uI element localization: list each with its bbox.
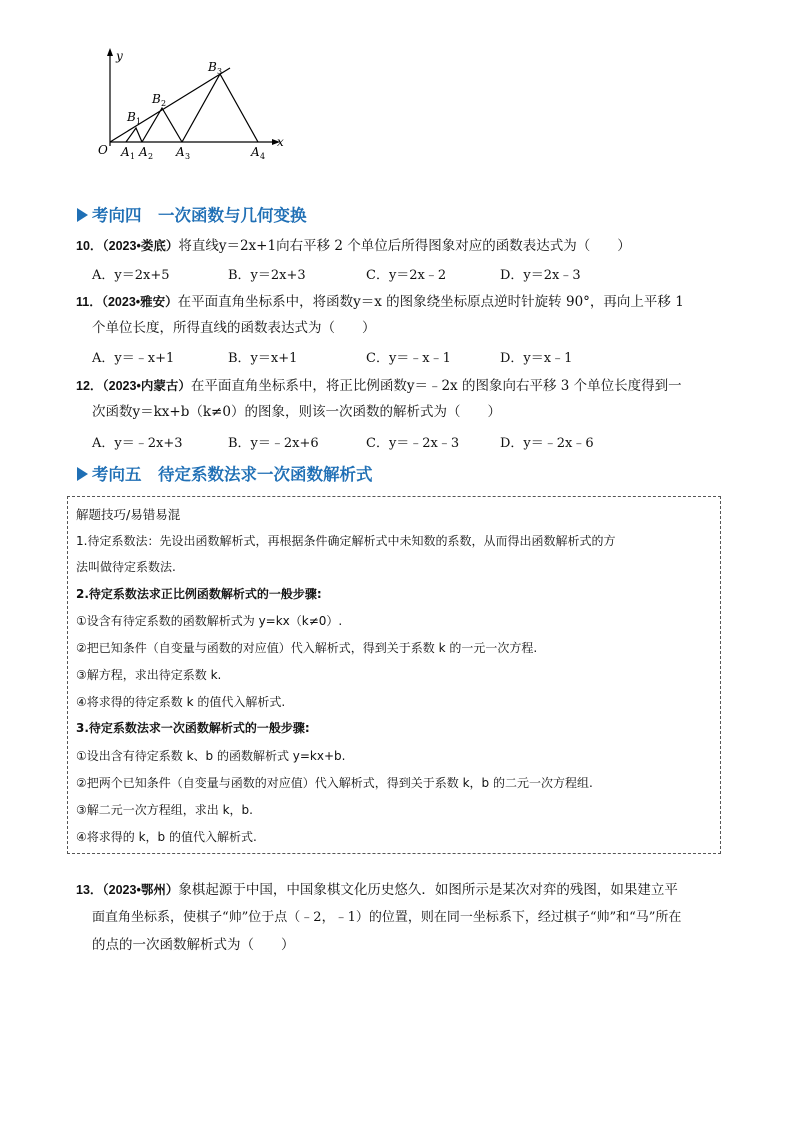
q11-line-2: 个单位长度，所得直线的函数表达式为（ ） xyxy=(92,320,376,336)
q12-option-a: A．y＝﹣2x+3 xyxy=(92,436,183,451)
oblique-line xyxy=(110,68,230,142)
q11-number: 11． xyxy=(76,295,102,309)
q13-line-2: 面直角坐标系，使棋子“帅”位于点（﹣2，﹣1）的位置，则在同一坐标系下，经过棋子“帅”和“马”所在 xyxy=(92,910,682,925)
q13-tag: （2023•鄂州） xyxy=(102,883,179,897)
q12-option-c: C．y＝﹣2x﹣3 xyxy=(366,436,460,451)
triangle-3 xyxy=(182,74,258,142)
q11-option-a: A．y＝﹣x+1 xyxy=(92,351,175,366)
geometry-figure xyxy=(90,46,300,166)
tips-p2-heading: 2.待定系数法求正比例函数解析式的一般步骤: xyxy=(76,587,322,601)
origin-label: O xyxy=(98,143,108,157)
section-4-title: 考向四 一次函数与几何变换 xyxy=(92,206,307,225)
tips-linear-step-2: ②把两个已知条件（自变量与函数的对应值）代入解析式，得到关于系数 k，b 的二元一次方程组. xyxy=(76,776,593,790)
q10-option-d: D．y＝2x﹣3 xyxy=(500,268,581,283)
tips-step-3: ③解方程，求出待定系数 k. xyxy=(76,668,222,682)
section-5-heading xyxy=(77,461,373,485)
label-b1: B xyxy=(127,110,136,124)
q11-line-1: 在平面直角坐标系中，将函数y＝x 的图象绕坐标原点逆时针旋转 90°，再向上平移 1 xyxy=(177,294,684,310)
q13-line-1: 象棋起源于中国，中国象棋文化历史悠久．如图所示是某次对弈的残图，如果建立平 xyxy=(178,882,678,898)
tips-linear-step-1: ①设出含有待定系数 k、b 的函数解析式 y=kx+b. xyxy=(76,749,346,763)
q10-option-b: B．y＝2x+3 xyxy=(228,268,306,283)
label-a1: A xyxy=(121,145,130,159)
tips-step-2: ②把已知条件（自变量与函数的对应值）代入解析式，得到关于系数 k 的一元一次方程. xyxy=(76,641,538,655)
q11-option-b: B．y＝x+1 xyxy=(228,351,298,366)
tips-p1-line1: 1.待定系数法：先设出函数解析式，再根据条件确定解析式中未知数的系数，从而得出函数解析式的方 xyxy=(76,534,616,548)
question-13 xyxy=(76,880,678,900)
q12-line-2: 次函数y＝kx+b（k≠0）的图象，则该一次函数的解析式为（ ） xyxy=(92,404,501,420)
q10-option-c: C．y＝2x﹣2 xyxy=(366,268,447,283)
section-4-heading xyxy=(77,202,307,226)
label-b2: B xyxy=(152,92,161,106)
triangle-marker-icon xyxy=(77,208,88,222)
label-b3: B xyxy=(208,60,217,74)
label-a4-sub: 4 xyxy=(260,152,266,161)
label-b2-sub: 2 xyxy=(161,99,167,108)
q12-option-b: B．y＝﹣2x+6 xyxy=(228,436,319,451)
q12-line-1: 在平面直角坐标系中，将正比例函数y＝﹣2x 的图象向右平移 3 个单位长度得到一 xyxy=(190,378,682,394)
q10-text: 将直线y＝2x+1向右平移 2 个单位后所得图象对应的函数表达式为（ ） xyxy=(178,238,631,254)
section-5-title: 考向五 待定系数法求一次函数解析式 xyxy=(92,465,373,484)
q11-option-d: D．y＝x﹣1 xyxy=(500,351,573,366)
q10-tag: （2023•娄底） xyxy=(102,239,179,253)
label-a2-sub: 2 xyxy=(148,152,154,161)
question-10 xyxy=(76,236,631,256)
label-a3: A xyxy=(176,145,185,159)
tips-step-1: ①设含有待定系数的函数解析式为 y=kx（k≠0）. xyxy=(76,614,343,628)
label-a2: A xyxy=(139,145,148,159)
q11-option-c: C．y＝﹣x﹣1 xyxy=(366,351,451,366)
tips-linear-step-4: ④将求得的 k，b 的值代入解析式. xyxy=(76,830,257,844)
label-b1-sub: 1 xyxy=(136,117,142,126)
triangle-marker-icon xyxy=(77,467,88,481)
y-axis-label: y xyxy=(116,49,123,63)
tips-step-4: ④将求得的待定系数 k 的值代入解析式. xyxy=(76,695,286,709)
q11-tag: （2023•雅安） xyxy=(101,295,178,309)
tips-title: 解题技巧/易错易混 xyxy=(76,507,181,522)
q10-number: 10． xyxy=(76,239,103,253)
question-11 xyxy=(76,292,684,312)
triangle-2 xyxy=(142,108,182,142)
question-12 xyxy=(76,376,682,396)
q13-line-3: 的点的一次函数解析式为（ ） xyxy=(92,937,295,953)
q10-option-a: A．y＝2x+5 xyxy=(92,268,170,283)
q13-number: 13． xyxy=(76,883,103,897)
tips-linear-step-3: ③解二元一次方程组，求出 k，b. xyxy=(76,803,253,817)
tips-p3-heading: 3.待定系数法求一次函数解析式的一般步骤: xyxy=(76,721,310,735)
x-axis-label: x xyxy=(277,135,284,149)
tips-box xyxy=(67,496,721,854)
label-a1-sub: 1 xyxy=(130,152,136,161)
q12-tag: （2023•内蒙古） xyxy=(102,379,191,393)
label-a3-sub: 3 xyxy=(185,152,191,161)
y-axis-arrow xyxy=(107,48,113,56)
label-a4: A xyxy=(251,145,260,159)
q12-option-d: D．y＝﹣2x﹣6 xyxy=(500,436,594,451)
tips-p1-line2: 法叫做待定系数法. xyxy=(76,560,176,574)
q12-number: 12． xyxy=(76,379,103,393)
label-b3-sub: 3 xyxy=(217,67,223,76)
